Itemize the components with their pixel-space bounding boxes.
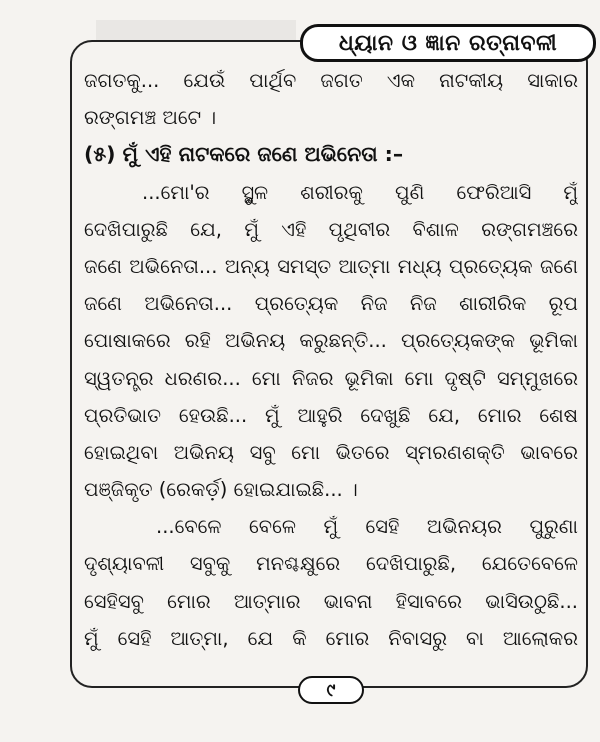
text-line: ଦେଖିପାରୁଛି ଯେ, ମୁଁ ଏହି ପୃଥିବୀର ବିଶାଳ ରଙ୍ଗମଞ୍ଚରେ — [84, 217, 578, 241]
text-line: ପୋଷାକରେ ରହି ଅଭିନୟ କରୁଛନ୍ତି... ପ୍ରତ୍ୟେକଙ୍କ ଭୂମିକା — [84, 329, 578, 353]
text-line: ରଙ୍ଗମଞ୍ଚ ଅଟେ । — [84, 106, 217, 130]
text-line: ଜଗତକୁ... ଯେଉଁ ପାର୍ଥିବ ଜଗତ ଏକ ନାଟକୀୟ ସାକାର — [84, 69, 578, 92]
bleed-through-shadow — [96, 20, 296, 40]
text-line: ପ୍ରତିଭାତ ହେଉଛି... ମୁଁ ଆହୁରି ଦେଖୁଛି ଯେ, ମୋର ଶେଷ — [84, 403, 578, 427]
text-line: ସେହିସବୁ ମୋର ଆତ୍ମାର ଭାବନା ହିସାବରେ ଭାସିଉଠୁଛି... — [84, 589, 578, 613]
text-line: ପଞ୍ଜିକୃତ (ରେକର୍ଡ଼) ହୋଇଯାଇଛି... । — [84, 478, 358, 502]
text-line: ଦୃଶ୍ୟାବଳୀ ସବୁକୁ ମନଶ୍ଚକ୍ଷୁରେ ଦେଖିପାରୁଛି, ଯେତେବେଳେ — [84, 552, 578, 576]
text-line: ମୁଁ ସେହି ଆତ୍ମା, ଯେ କି ମୋର ନିବାସରୁ ବା ଆଲୋକର — [84, 626, 578, 650]
body-text — [84, 62, 578, 662]
text-line: ଜଣେ ଅଭିନେତା... ପ୍ରତ୍ୟେକ ନିଜ ନିଜ ଶାରୀରିକ ରୂପ — [84, 292, 578, 316]
text-line: ଜଣେ ଅଭିନେତା... ଅନ୍ୟ ସମସ୍ତ ଆତ୍ମା ମଧ୍ୟ ପ୍ରତ୍ୟେକ ଜଣେ — [84, 254, 578, 278]
book-title: ଧ୍ୟାନ ଓ ଜ୍ଞାନ ରତ୍ନାବଳୀ — [300, 24, 596, 62]
text-line: ...ମୋ'ର ସ୍ଥୁଳ ଶରୀରକୁ ପୁଣି ଫେରିଆସି ମୁଁ — [142, 180, 578, 204]
page-number: ୯ — [298, 676, 364, 704]
text-line: ହୋଇଥିବା ଅଭିନୟ ସବୁ ମୋ ଭିତରେ ସ୍ମରଣଶକ୍ତି ଭାବରେ — [84, 440, 578, 464]
text-line: ସ୍ୱତନ୍ତ୍ର ଧରଣର... ମୋ ନିଜର ଭୂମିକା ମୋ ଦୃଷ୍ଟି ସମ୍ମୁଖରେ — [84, 366, 578, 390]
text-line: ...ବେଳେ ବେଳେ ମୁଁ ସେହି ଅଭିନୟର ପୁରୁଣା — [156, 515, 578, 539]
section-heading: (୫) ମୁଁ ଏହି ନାଟକରେ ଜଣେ ଅଭିନେତା :– — [84, 142, 404, 167]
